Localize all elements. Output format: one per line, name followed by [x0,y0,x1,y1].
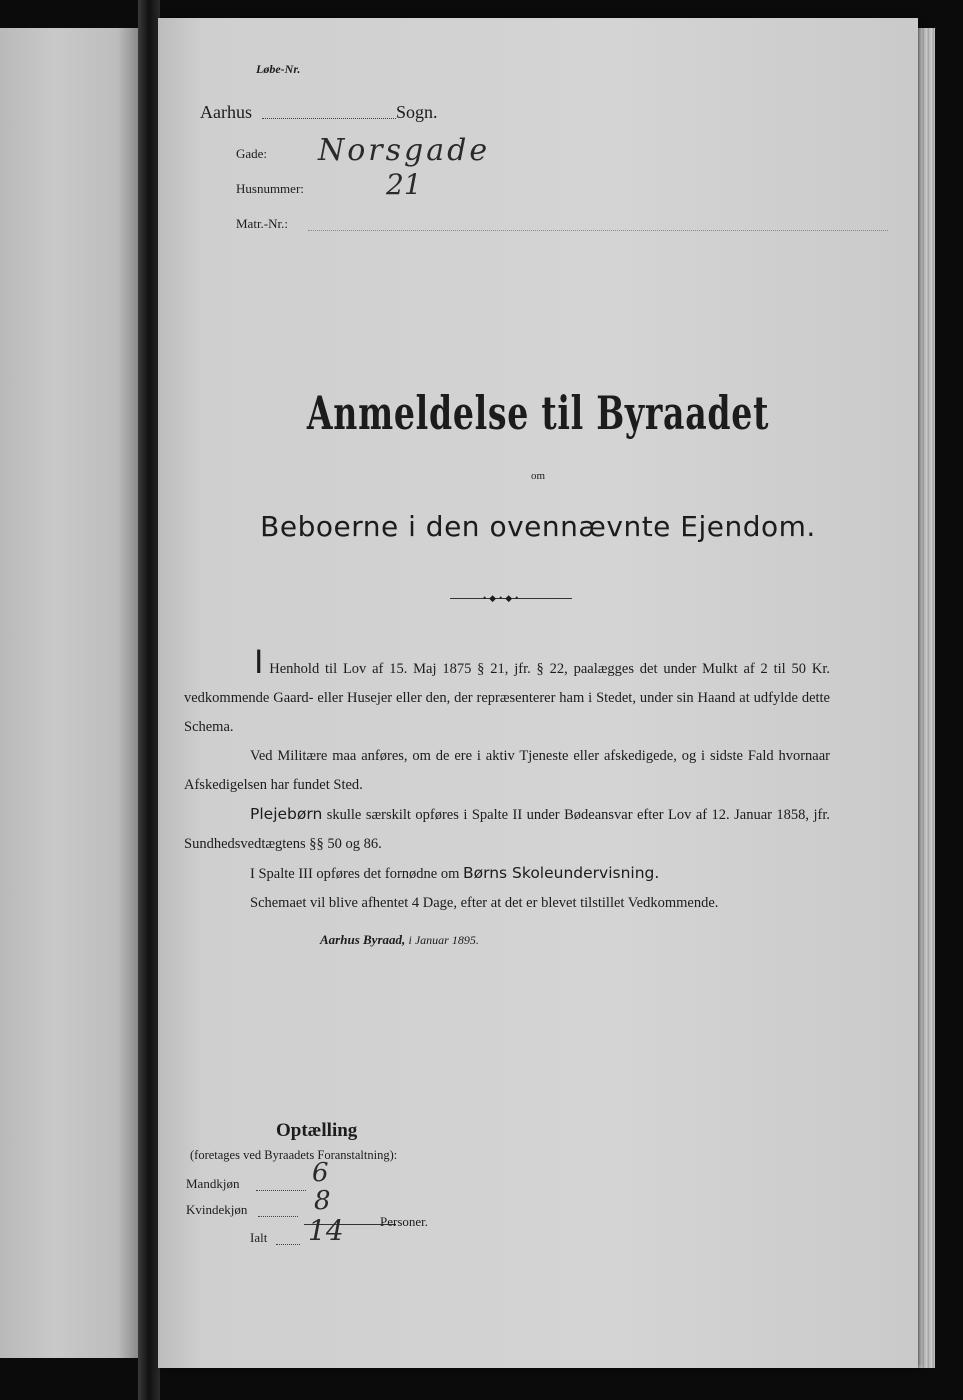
total-handwritten-value: 14 [308,1214,344,1247]
sogn-label: Sogn. [396,102,438,122]
paragraph-3 [184,800,830,859]
gade-handwritten-value: Norsgade [318,133,491,168]
paragraph-1-text: Henhold til Lov af 15. Maj 1875 § 21, jfr. § 22, paalægges det under Mulkt af 2 til 50 Kr. vedkommende Gaard- eller Husejer eller den, der repræsenterer ham i Stedet, under sin Haand at udfylde dette Schema. [184,661,830,735]
paragraph-2: Ved Militære maa anføres, om de ere i aktiv Tjeneste eller afskedigede, og i sidste Fald hvornaar Afskedigelsen har fundet Sted. [184,748,830,793]
male-label: Mandkjøn [186,1176,240,1191]
count-subtitle: (foretages ved Byraadets Foranstaltning): [190,1148,398,1162]
matr-nr-label: Matr.-Nr.: [236,216,288,231]
sogn-dotline [262,118,396,119]
skoleundervisning-emphasis: Børns Skoleundervisning. [463,864,660,882]
paragraph-3-text: skulle særskilt opføres i Spalte II under Bødeansvar efter Lov af 12. Januar 1858, jfr. Sundhedsvedtægtens §§ 50 og 86. [184,807,830,852]
instructions-text [184,643,830,918]
husnummer-handwritten-value: 21 [386,168,422,201]
count-title: Optælling [276,1120,358,1141]
plejeborn-emphasis: Plejebørn [250,805,323,823]
paragraph-4 [184,859,830,889]
book-spine [138,0,160,1400]
paragraph-5: Schemaet vil blive afhentet 4 Dage, efter at det er blevet tilstillet Vedkommende. [250,895,719,911]
loebe-nr-label: Løbe-Nr. [256,62,301,76]
male-handwritten-value: 6 [312,1158,329,1188]
signature-line [320,932,479,948]
drop-cap: I [254,643,264,681]
left-page-edge [0,28,138,1358]
persons-label: Personer. [380,1214,429,1229]
paragraph-4-text: I Spalte III opføres det fornødne om [250,866,460,882]
female-dotline [258,1216,298,1217]
female-handwritten-value: 8 [314,1186,331,1216]
document-subtitle: Beboerne i den ovennævnte Ejendom. [260,510,816,543]
document-page [158,18,918,1368]
signature-org: Aarhus Byraad, [320,932,406,947]
male-dotline [256,1190,306,1191]
gade-label: Gade: [236,146,268,161]
female-label: Kvindekjøn [186,1202,248,1217]
document-title: Anmeldelse til Byraadet [306,386,770,440]
om-word: om [530,470,546,482]
husnummer-label: Husnummer: [236,181,304,196]
matr-dotline [308,230,888,231]
signature-date: i Januar 1895. [408,933,479,947]
total-label: Ialt [250,1230,268,1245]
divider-ornament: •◆•◆• [483,593,522,603]
total-dotline [276,1244,300,1245]
city-label: Aarhus [200,102,252,122]
paragraph-1 [184,643,830,742]
